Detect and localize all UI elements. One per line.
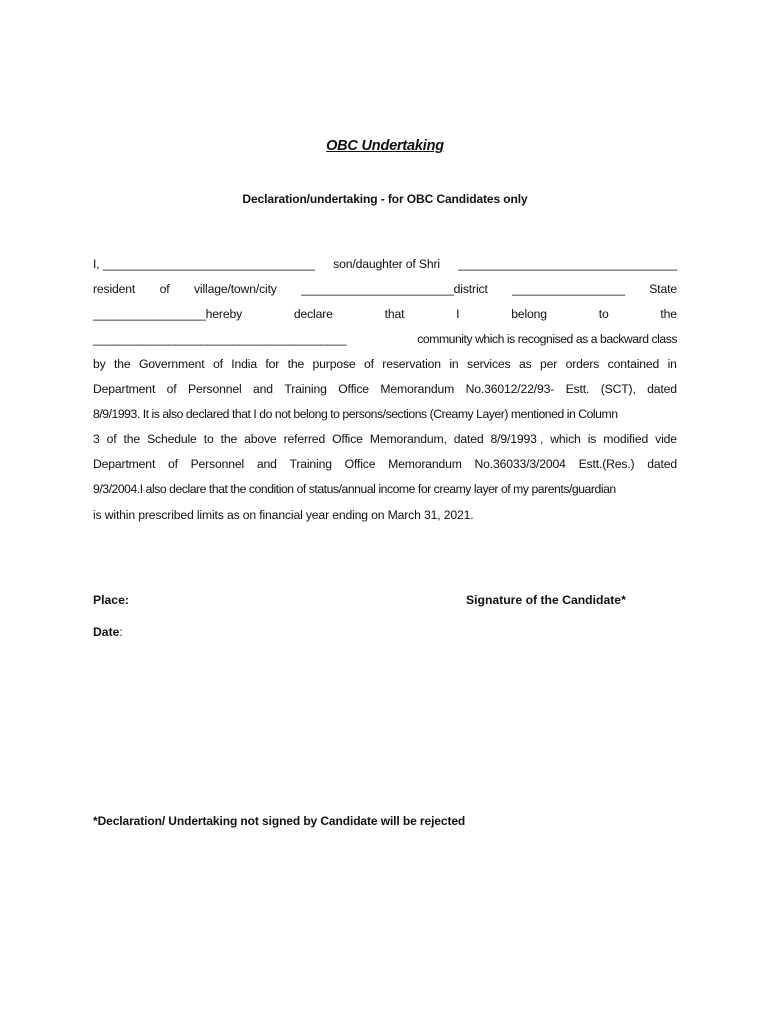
body-word: Personnel (188, 382, 242, 396)
body-word: Estt.(Res.) (578, 457, 635, 471)
body-word: that (384, 307, 405, 321)
body-word: I (456, 307, 460, 321)
body-line-7: 8/9/1993. It is also declared that I do not belong to persons/sections (Creamy Layer) mentioned in Column (93, 407, 618, 421)
body-line-10: 9/3/2004.I also declare that the condition of status/annual income for creamy layer of my parents/guardian (93, 482, 616, 496)
body-line-3 (93, 305, 677, 323)
body-word: of (167, 457, 178, 471)
body-word: the (287, 357, 305, 371)
body-word: No.36012/22/93- (465, 382, 555, 396)
body-word: Estt. (565, 382, 590, 396)
body-word: of (363, 357, 374, 371)
body-word: of (166, 382, 177, 396)
body-word: above (244, 432, 277, 446)
body-word: dated (647, 457, 677, 471)
body-word: _________________________________ (458, 257, 677, 271)
date-colon: : (119, 625, 123, 639)
body-word: village/town/city (193, 282, 277, 296)
body-word: modified (603, 432, 649, 446)
body-word: Schedule (147, 432, 197, 446)
body-word: Office (344, 457, 376, 471)
body-word: purpose (312, 357, 356, 371)
signature-label: Signature of the Candidate* (466, 593, 626, 607)
body-word: declare (293, 307, 333, 321)
body-word: Memorandum (380, 382, 455, 396)
body-word: for (265, 357, 280, 371)
body-word: per (539, 357, 558, 371)
body-word: State (649, 282, 677, 296)
body-word: _________________ (512, 282, 625, 296)
body-word: Department (93, 457, 156, 471)
body-word: India (231, 357, 257, 371)
body-word: ________________________________________ (93, 332, 347, 346)
body-word: as (518, 357, 532, 371)
footnote: *Declaration/ Undertaking not signed by Candidate will be rejected (93, 814, 466, 828)
body-word: and (256, 457, 277, 471)
date-label: Date (93, 625, 120, 639)
body-word: to (598, 307, 609, 321)
body-word: 3 (93, 432, 100, 446)
body-line-1 (93, 255, 677, 273)
body-word: resident (93, 282, 136, 296)
body-line-8 (93, 430, 677, 448)
body-word: by (93, 357, 106, 371)
body-word: I, ________________________________ (93, 257, 315, 271)
body-word: Government (138, 357, 205, 371)
body-word: vide (655, 432, 677, 446)
body-word: son/daughter of Shri (333, 257, 440, 271)
body-word: the (123, 432, 141, 446)
document-title: OBC Undertaking (326, 138, 444, 154)
body-word: Department (93, 382, 156, 396)
body-word: dated (647, 382, 677, 396)
body-word: _________________hereby (93, 307, 243, 321)
body-word: orders (565, 357, 600, 371)
body-word: the (114, 357, 131, 371)
body-line-5 (93, 355, 677, 373)
body-word: the (220, 432, 238, 446)
body-word: 8/9/1993 , (490, 432, 544, 446)
body-word: which (550, 432, 581, 446)
body-word: Office (338, 382, 369, 396)
body-word: referred (283, 432, 326, 446)
body-word: (SCT), (600, 382, 636, 396)
body-word: in (667, 357, 677, 371)
body-word: the (660, 307, 677, 321)
body-word: Personnel (190, 457, 245, 471)
body-word: Training (289, 457, 332, 471)
body-word: _______________________district (301, 282, 488, 296)
body-word: contained (607, 357, 660, 371)
place-label: Place: (93, 593, 129, 607)
body-word: dated (453, 432, 484, 446)
body-line-2 (93, 280, 677, 298)
body-word: community which is recognised as a backward class (417, 332, 677, 346)
body-word: reservation (382, 357, 441, 371)
body-word: is (587, 432, 597, 446)
body-line-11: is within prescribed limits as on financial year ending on March 31, 2021. (93, 508, 474, 522)
body-word: Memorandum, (369, 432, 447, 446)
body-word: in (449, 357, 459, 371)
body-word: Memorandum (388, 457, 462, 471)
body-word: services (467, 357, 511, 371)
body-word: Office (332, 432, 363, 446)
body-word: belong (511, 307, 547, 321)
body-line-6 (93, 380, 677, 398)
date-row (93, 625, 123, 639)
body-line-9 (93, 455, 677, 473)
body-word: Training (284, 382, 327, 396)
body-line-4 (93, 330, 677, 348)
body-word: No.36033/3/2004 (474, 457, 566, 471)
body-word: of (159, 282, 170, 296)
document-subtitle: Declaration/undertaking - for OBC Candidates only (242, 192, 528, 206)
body-word: of (212, 357, 223, 371)
body-word: to (203, 432, 214, 446)
body-word: and (253, 382, 273, 396)
body-word: of (106, 432, 117, 446)
